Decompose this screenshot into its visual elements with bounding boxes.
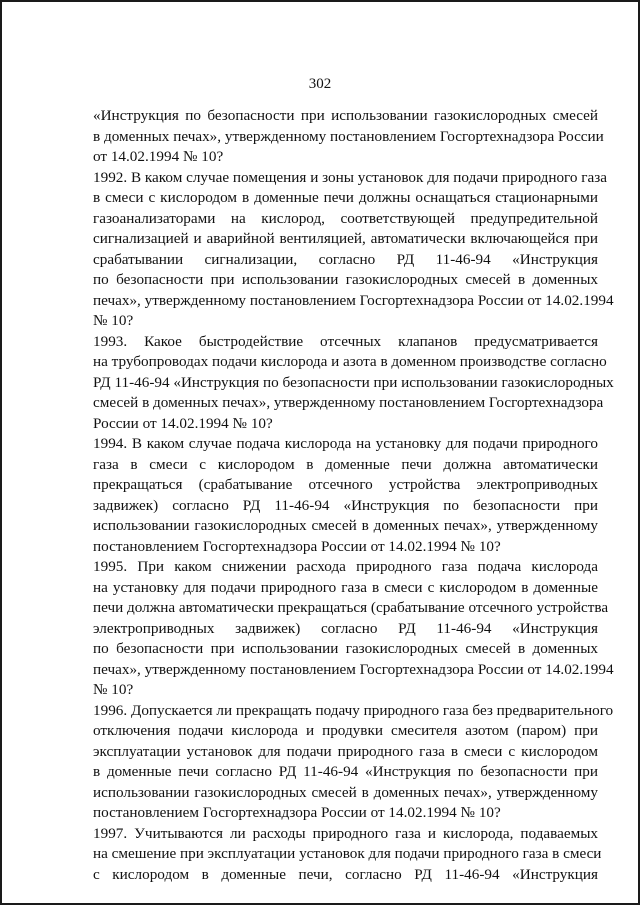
text-line: на смешение при эксплуатации установок для подачи природного газа в смеси xyxy=(93,845,602,862)
question-1996 xyxy=(93,701,614,824)
text-line: использовании газокислородных смесей в доменных печах», утвержденному xyxy=(93,517,598,534)
text-line: смесей в доменных печах», утвержденному постановлением Госгортехнадзора xyxy=(93,394,604,411)
text-line: РД 11-46-94 «Инструкция по безопасности при использовании газокислородных xyxy=(93,373,614,391)
text-line: от 14.02.1994 № 10? xyxy=(93,148,224,165)
text-line: в доменные печи согласно РД 11-46-94 «Инструкция по безопасности при xyxy=(93,763,598,780)
text-line: 1994. В каком случае подача кислорода на установку для подачи природного xyxy=(93,435,598,452)
text-line: использовании газокислородных смесей в доменных печах», утвержденному xyxy=(93,783,598,801)
text-line: газа в смеси с кислородом в доменные печи должна автоматически xyxy=(93,455,598,473)
text-line: постановлением Госгортехнадзора России от 14.02.1994 № 10? xyxy=(93,804,501,821)
text-line: № 10? xyxy=(93,681,134,698)
paragraph-continuation xyxy=(93,106,604,168)
text-line: на трубопроводах подачи кислорода и азота в доменном производстве согласно xyxy=(93,353,607,370)
text-line: 1992. В каком случае помещения и зоны установок для подачи природного газа xyxy=(93,168,607,186)
text-line: печах», утвержденному постановлением Госгортехнадзора России от 14.02.1994 xyxy=(93,291,614,309)
text-line: прекращаться (срабатывание отсечного устройства электроприводных xyxy=(93,476,598,493)
text-line: газоанализаторами на кислород, соответствующей предупредительной xyxy=(93,209,598,227)
text-line: 1996. Допускается ли прекращать подачу природного газа без предварительного xyxy=(93,701,614,719)
text-line: отключения подачи кислорода и продувки смесителя азотом (паром) при xyxy=(93,722,598,739)
question-1993 xyxy=(93,332,614,435)
text-line: России от 14.02.1994 № 10? xyxy=(93,414,273,432)
text-line: в доменных печах», утвержденному постановлением Госгортехнадзора России xyxy=(93,127,604,145)
question-1997 xyxy=(93,824,602,886)
question-1994 xyxy=(93,434,598,557)
text-line: 1995. При каком снижении расхода природного газа подача кислорода xyxy=(93,558,598,575)
text-line: 1993. Какое быстродействие отсечных клапанов предусматривается xyxy=(93,332,598,350)
text-line: с кислородом в доменные печи, согласно РД 11-46-94 «Инструкция xyxy=(93,865,598,883)
text-line: эксплуатации установок для подачи природного газа в смеси с кислородом xyxy=(93,742,598,760)
text-line: печах», утвержденному постановлением Госгортехнадзора России от 14.02.1994 xyxy=(93,660,614,678)
question-1992 xyxy=(93,168,614,332)
text-line: «Инструкция по безопасности при использовании газокислородных смесей xyxy=(93,107,598,124)
text-line: № 10? xyxy=(93,312,134,329)
document-body xyxy=(93,106,614,885)
page-number: 302 xyxy=(308,76,332,92)
text-line: по безопасности при использовании газокислородных смесей в доменных xyxy=(93,271,598,288)
text-line: по безопасности при использовании газокислородных смесей в доменных xyxy=(93,640,598,657)
text-line: на установку для подачи природного газа в смеси с кислородом в доменные xyxy=(93,578,598,596)
text-line: в смеси с кислородом в доменные печи должны оснащаться стационарными xyxy=(93,189,598,206)
text-line: 1997. Учитываются ли расходы природного газа и кислорода, подаваемых xyxy=(93,824,598,842)
text-line: печи должна автоматически прекращаться (срабатывание отсечного устройства xyxy=(93,599,609,616)
text-line: сигнализацией и аварийной вентиляцией, автоматически включающейся при xyxy=(93,230,598,247)
text-line: срабатывании сигнализации, согласно РД 11-46-94 «Инструкция xyxy=(93,250,598,268)
text-line: задвижек) согласно РД 11-46-94 «Инструкция по безопасности при xyxy=(93,496,598,514)
text-line: электроприводных задвижек) согласно РД 11-46-94 «Инструкция xyxy=(93,619,598,637)
text-line: постановлением Госгортехнадзора России от 14.02.1994 № 10? xyxy=(93,537,501,555)
question-1995 xyxy=(93,557,614,701)
